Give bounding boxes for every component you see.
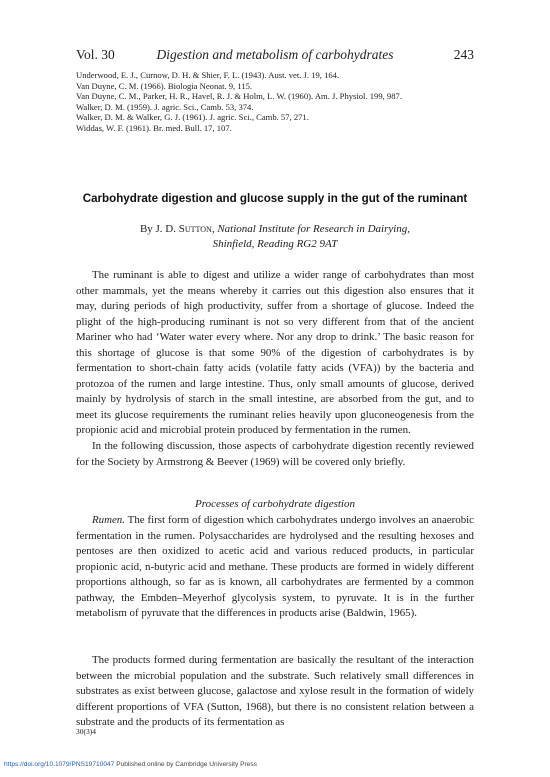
- reference-list: [76, 70, 476, 134]
- body-paragraph: [76, 653, 474, 731]
- running-header: [76, 47, 474, 67]
- page-number: 243: [453, 47, 474, 62]
- body-paragraph: [76, 513, 474, 622]
- run-in-heading: Rumen.: [92, 514, 125, 526]
- volume-label: Vol. 30: [76, 47, 115, 62]
- doi-footer: [4, 761, 257, 768]
- reference-item: Underwood, E. J., Curnow, D. H. & Shier, F. L. (1943). Aust. vet. J. 19, 164.: [76, 70, 340, 80]
- reference-item: Walker, D. M. & Walker, G. J. (1961). J. agric. Sci., Camb. 57, 271.: [76, 112, 309, 123]
- author-name: J. D. Sutton,: [155, 223, 215, 235]
- by-word: By: [139, 223, 153, 235]
- paragraph-text: The ruminant is able to digest and utilize a wider range of carbohydrates than most other mammals, yet the means whereby it carries out this digestion also ensures that it may, during periods of high productivity, suffer from a shortage of glucose. Indeed the plight of the high-producing ruminant is not so very different from that of the ancient Mariner who had ‘Water water every where. Nor any drop to drink.’ The basic reason for this shortage of glucose is that some 90% of the digestion of carbohydrates is by fermentation to short-chain fatty acids (volatile fatty acids (VFA)) by the bacteria and protozoa of the rumen and large intestine. Thus, only small amounts of glucose, derived mainly by hydrolysis of starch in the small intestine, are absorbed from the gut, and to meet its glucose requirements the ruminant relies heavily upon gluconeogenesis from the propionic acid and microbial protein produced by fermentation in the rumen.: [76, 269, 474, 436]
- paragraph-text: The products formed during fermentation are basically the resultant of the interaction between the microbial population and the substrate. Such relatively small differences in substrates as exist between glucose, galactose and xylose result in the formation of widely different proportions of VFA (Sutton, 1968), but there is no consistent relation between a substrate and the products of its fermentation as: [76, 654, 474, 728]
- paragraph-text: The first form of digestion which carbohydrates undergo involves an anaerobic fermentation in the rumen. Polysaccharides are hydrolysed and the resulting hexoses and pentoses are then oxidized to acetic acid and various reduced products, in particular propionic acid, n-butyric acid and methane. These products are formed in widely different proportions although, so far as is known, all carbohydrates are fermented by a common pathway, the Embden–Meyerhof glycolysis system, to pyruvate. It is in the further metabolism of pyruvate that the differences in products arise (Baldwin, 1965).: [76, 514, 474, 619]
- reference-item: Van Duyne, C. M. (1966). Biologia Neonat. 9, 115.: [76, 80, 253, 91]
- running-title: Digestion and metabolism of carbohydrates: [156, 47, 394, 62]
- reference-item: Van Duyne, C. M., Parker, H. R., Havel, R. J. & Holm, L. W. (1960). Am. J. Physiol. 199, 987.: [76, 91, 402, 102]
- affiliation-line-2: Shinfield, Reading RG2 9AT: [212, 238, 338, 250]
- section-heading: Processes of carbohydrate digestion: [195, 498, 355, 510]
- byline: [76, 222, 474, 252]
- reference-item: Widdas, W. F. (1961). Br. med. Bull. 17, 107.: [76, 122, 232, 133]
- reference-item: Walker, D. M. (1959). J. agric. Sci., Camb. 53, 374.: [76, 101, 254, 112]
- doi-link[interactable]: https://doi.org/10.1079/PNS19710047: [4, 761, 115, 768]
- article-title: Carbohydrate digestion and glucose supply in the gut of the ruminant: [82, 192, 468, 205]
- doi-suffix: Published online by Cambridge University Press: [114, 761, 257, 768]
- body-paragraph: [76, 439, 474, 470]
- footer-code: 30(3)4: [76, 727, 96, 736]
- affiliation-line-1: National Institute for Research in Dairying,: [217, 223, 411, 235]
- paragraph-text: In the following discussion, those aspects of carbohydrate digestion recently reviewed for the Society by Armstrong & Beever (1969) will be covered only briefly.: [76, 440, 474, 468]
- body-paragraph: [76, 268, 474, 439]
